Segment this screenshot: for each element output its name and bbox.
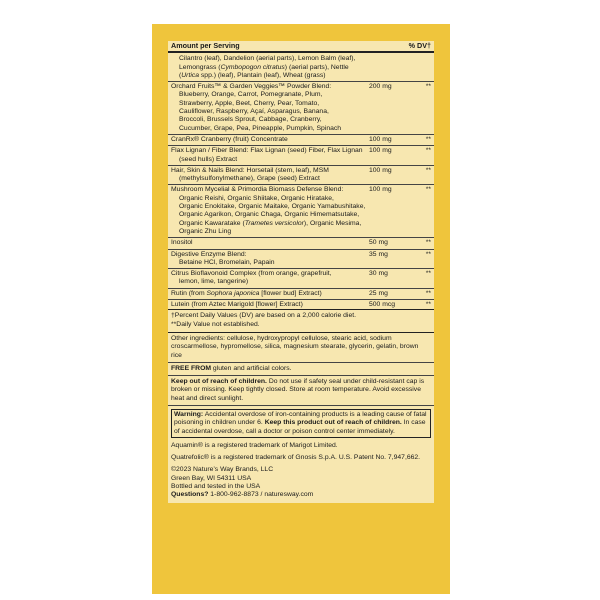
daily-value-not-established-note: **Daily Value not established. [171, 320, 260, 328]
ingredient-amount: 100 mg [369, 135, 392, 143]
ingredient-row-rutin [168, 289, 434, 300]
dv-footnotes [168, 309, 434, 332]
supplement-facts-panel [168, 41, 434, 503]
ingredient-dv: ** [425, 147, 431, 155]
ingredient-row-lutein [168, 300, 434, 310]
ingredient-amount: 35 mg [369, 250, 388, 258]
ingredient-dv: ** [425, 250, 431, 258]
other-ingredients: Other ingredients: cellulose, hydroxypropyl cellulose, stearic acid, sodium croscarmellose, hypromellose, silica, magnesium stearate, glycerin, gelatin, brown rice [168, 332, 434, 362]
ingredient-row-greens: Cilantro (leaf), Dandelion (aerial parts), Lemon Balm (leaf), Lemongrass (Cymbopogon citratus) (aerial parts), Nettle (Urtica spp.) (leaf), Plantain (leaf), Wheat (grass) [168, 53, 434, 82]
address: Green Bay, WI 54311 USA [171, 474, 252, 482]
ingredient-amount: 500 mcg [369, 301, 396, 309]
ingredient-row-enzyme: Digestive Enzyme Blend: Betaine HCl, Bromelain, Papain 35 mg ** [168, 250, 434, 270]
quatrefolic-trademark: Quatrefolic® is a registered trademark of Gnosis S.p.A. U.S. Patent No. 7,947,662. [171, 454, 421, 462]
ingredient-row-orchard: Orchard Fruits™ & Garden Veggies™ Powder Blend: Blueberry, Orange, Carrot, Pomegranate, Plum, Strawberry, Apple, Beet, Cherry, Pear, Tomato, Cauliflower, Raspberry, Açaí, Asparagus, Banana, Broccoli, Brussels Sprout, Cabbage, Cranberry, Cucumber, Grape, Pea, Pineapple, Pumpkin, Spinach 200 mg ** [168, 82, 434, 135]
ingredient-name: CranRx® Cranberry (fruit) Concentrate [171, 135, 288, 143]
ingredient-dv: ** [425, 186, 431, 194]
ingredient-name: Inositol [171, 239, 193, 247]
ingredient-name: Hair, Skin & Nails Blend: Horsetail (stem, leaf), MSM [171, 166, 329, 174]
warning-section [168, 405, 434, 438]
ingredient-amount: 100 mg [369, 186, 392, 194]
ingredient-row-citrus: Citrus Bioflavonoid Complex (from orange, grapefruit, lemon, lime, tangerine) 30 mg ** [168, 269, 434, 289]
dv-footnote: †Percent Daily Values (DV) are based on a 2,000 calorie diet. [171, 312, 357, 320]
ingredient-row-hair: Hair, Skin & Nails Blend: Horsetail (stem, leaf), MSM (methylsulfonylmethane), Grape (seed) Extract 100 mg ** [168, 166, 434, 186]
ingredient-row-cranrx [168, 135, 434, 146]
ingredient-dv: ** [425, 135, 431, 143]
ingredient-name: Citrus Bioflavonoid Complex (from orange, grapefruit, [171, 270, 332, 278]
ingredient-amount: 30 mg [369, 270, 388, 278]
bottled-note: Bottled and tested in the USA [171, 483, 261, 491]
questions-line: Questions? 1-800-962-8873 / naturesway.com [171, 491, 314, 499]
ingredient-name: Orchard Fruits™ & Garden Veggies™ Powder Blend: [171, 83, 332, 91]
ingredient-amount: 100 mg [369, 166, 392, 174]
supplement-label [152, 24, 450, 594]
copyright: ©2023 Nature’s Way Brands, LLC [171, 466, 274, 474]
dv-label: % DV† [408, 41, 431, 50]
ingredient-dv: ** [425, 289, 431, 297]
free-from: FREE FROM gluten and artificial colors. [168, 362, 434, 375]
amount-per-serving-label: Amount per Serving [171, 41, 240, 50]
ingredient-row-mushroom: Mushroom Mycelial & Primordia Biomass Defense Blend: Organic Reishi, Organic Shiitake, Organic Hiratake, Organic Enokitake, Organic Maitake, Organic Yamabushitake, Organic Agarikon, Organic Chaga, Organic Himematsutake, Organic Kawaratake (Trametes versicolor), Organic Mesima, Organic Zhu Ling 100 mg ** [168, 185, 434, 238]
warning-box: Warning: Accidental overdose of iron-containing products is a leading cause of fatal poisoning in children under 6. Keep this product out of reach of children. In case of accidental overdose, call a doctor or poison control center immediately. [171, 409, 431, 438]
ingredient-name: Flax Lignan / Fiber Blend: Flax Lignan (seed) Fiber, Flax Lignan [171, 147, 363, 155]
ingredient-row-inositol [168, 238, 434, 249]
ingredient-name: Mushroom Mycelial & Primordia Biomass Defense Blend: [171, 186, 344, 194]
ingredient-amount: 25 mg [369, 289, 388, 297]
ingredient-dv: ** [425, 166, 431, 174]
ingredient-dv: ** [425, 239, 431, 247]
aquamin-trademark: Aquamin® is a registered trademark of Marigot Limited. [171, 441, 338, 449]
ingredient-amount: 50 mg [369, 239, 388, 247]
ingredient-dv: ** [425, 301, 431, 309]
facts-header [168, 41, 434, 53]
ingredient-dv: ** [425, 83, 431, 91]
ingredient-name: Lutein (from Aztec Marigold [flower] Extract) [171, 301, 303, 309]
ingredient-name: Digestive Enzyme Blend: [171, 250, 247, 258]
ingredient-row-flax: Flax Lignan / Fiber Blend: Flax Lignan (seed) Fiber, Flax Lignan (seed hulls) Extract 100 mg ** [168, 146, 434, 166]
ingredient-name: Rutin (from Sophora japonica [flower bud] Extract) [171, 289, 322, 297]
ingredient-amount: 100 mg [369, 147, 392, 155]
keep-out-of-reach: Keep out of reach of children. Do not use if safety seal under child-resistant cap is broken or missing. Keep tightly closed. Store at room temperature. Avoid excessive heat and direct sunlight. [168, 375, 434, 405]
ingredient-dv: ** [425, 270, 431, 278]
ingredient-amount: 200 mg [369, 83, 392, 91]
